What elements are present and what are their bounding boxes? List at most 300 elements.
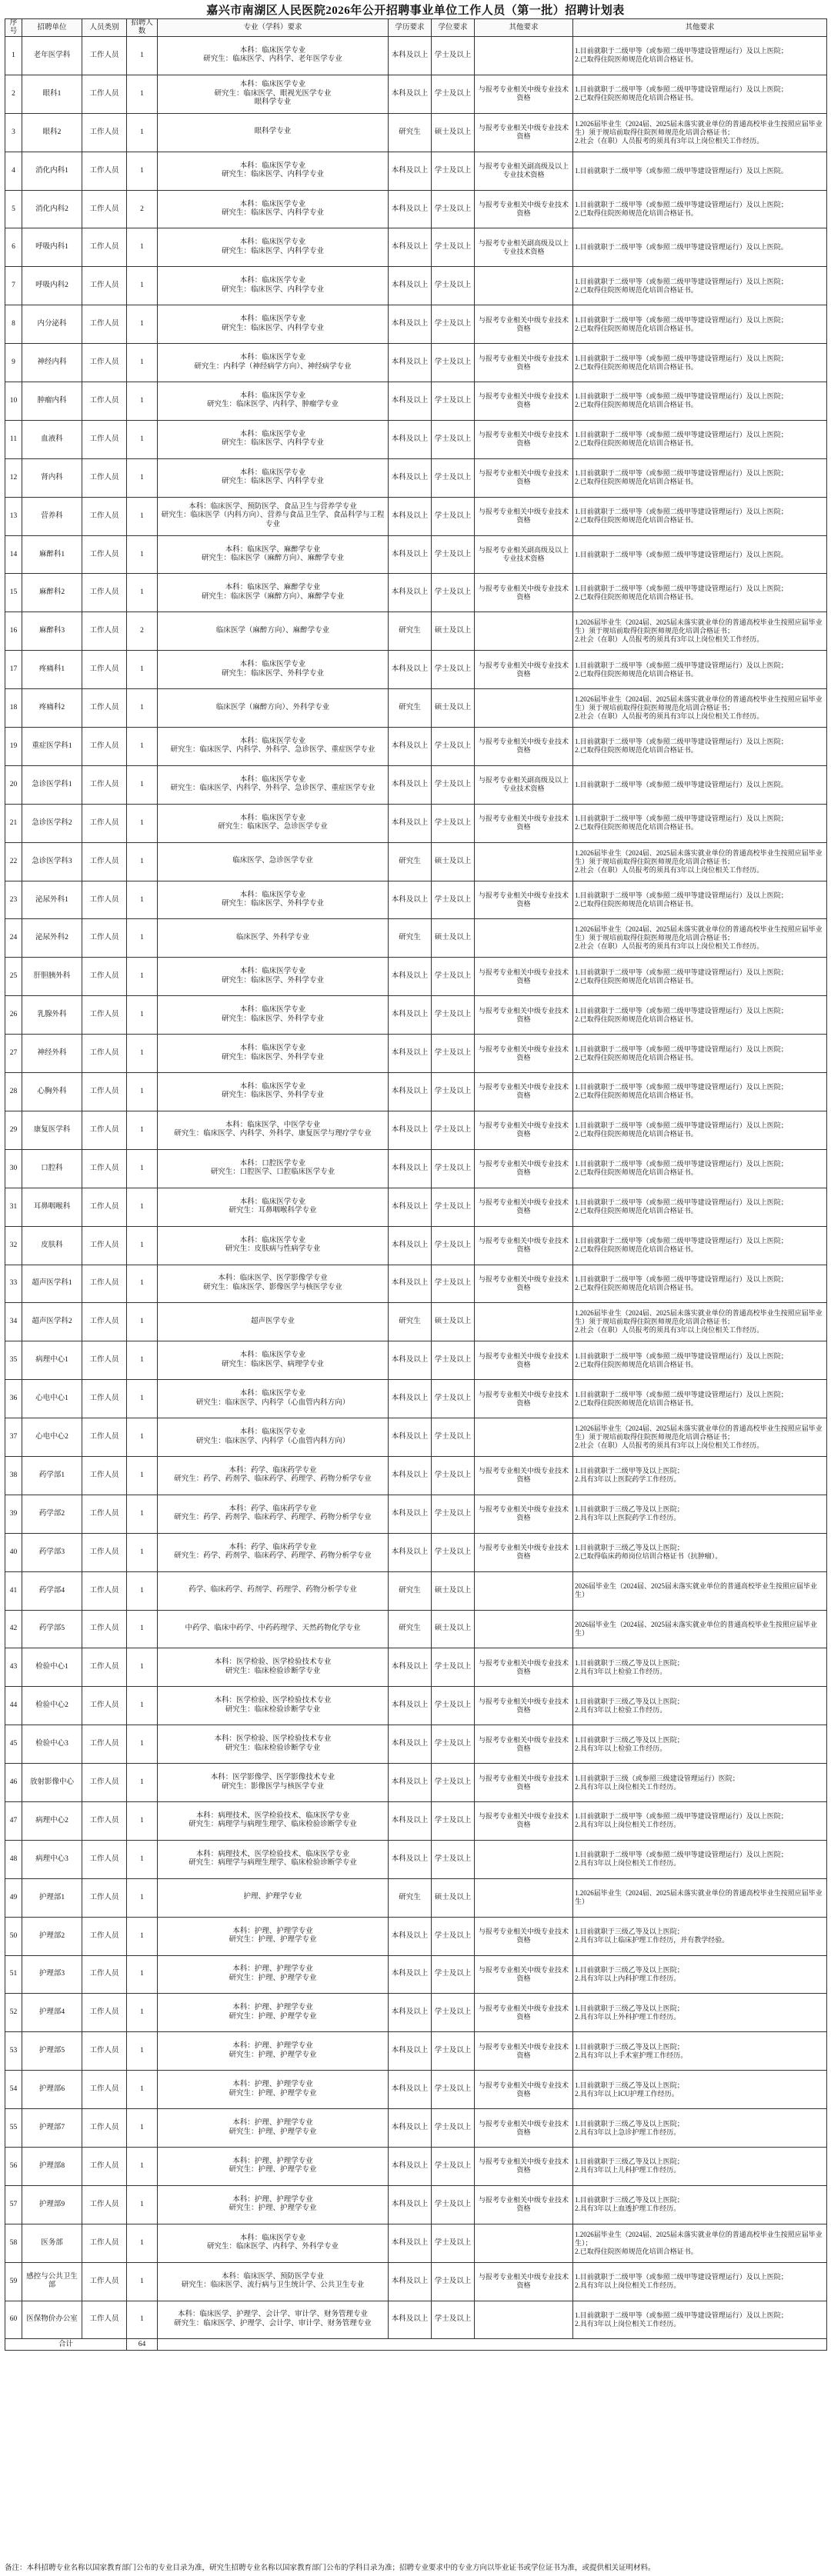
row-category: 工作人员 [82, 1878, 127, 1917]
table-row [5, 190, 827, 228]
row-degree: 学士及以上 [432, 2032, 475, 2071]
row-other: 1.目前就职于二级甲等（或参照二级甲等建设管理运行）及以上医院； 2.已取得住院医师规范化培训合格证书。 [573, 190, 827, 228]
row-other: 1.目前就职于三级乙等及以上医院； 2.具有3年以上手术室护理工作经历。 [573, 2032, 827, 2071]
row-unit: 营养科 [22, 497, 82, 535]
row-degree: 学士及以上 [432, 1955, 475, 1994]
row-degree: 学士及以上 [432, 1418, 475, 1457]
row-count: 1 [127, 996, 158, 1035]
row-index: 57 [5, 2185, 22, 2224]
row-qualification: 与报考专业相关中级专业技术资格 [475, 1725, 573, 1764]
row-other: 1.目前就职于三级乙等及以上医院； 2.具有3年以上内科护理工作经历。 [573, 1955, 827, 1994]
row-other: 1.目前就职于三级乙等及以上医院； 2.具有3年以上临床护理工作经历，并有教学经验。 [573, 1917, 827, 1955]
row-qualification [475, 1418, 573, 1457]
row-unit: 药学部2 [22, 1495, 82, 1533]
row-other: 1.目前就职于二级甲等（或参照二级甲等建设管理运行）及以上医院； 2.已取得住院医师规范化培训合格证书。 [573, 1188, 827, 1226]
row-major: 本科：临床医学专业 研究生：临床医学、内科学专业 [158, 267, 389, 305]
row-unit: 检验中心1 [22, 1648, 82, 1687]
row-category: 工作人员 [82, 651, 127, 689]
row-degree: 学士及以上 [432, 1149, 475, 1188]
row-degree: 学士及以上 [432, 2071, 475, 2109]
row-category: 工作人员 [82, 1571, 127, 1610]
row-qualification: 与报考专业相关中级专业技术资格 [475, 1456, 573, 1495]
table-row [5, 1994, 827, 2032]
row-unit: 呼吸内科1 [22, 228, 82, 267]
header-count: 招聘人数 [127, 19, 158, 37]
row-index: 9 [5, 344, 22, 382]
table-body [5, 37, 827, 2339]
row-other: 1.目前就职于二级甲等（或参照二级甲等建设管理运行）及以上医院； 2.已取得住院医师规范化培训合格证书。 [573, 881, 827, 919]
row-qualification: 与报考专业相关中级专业技术资格 [475, 1917, 573, 1955]
row-major: 本科：临床医学、医学影像学专业 研究生：临床医学、影像医学与核医学专业 [158, 1265, 389, 1303]
row-degree: 学士及以上 [432, 420, 475, 458]
row-index: 18 [5, 689, 22, 728]
row-major: 本科：临床医学专业 研究生：耳鼻咽喉科学专业 [158, 1188, 389, 1226]
table-row [5, 267, 827, 305]
row-index: 39 [5, 1495, 22, 1533]
table-row [5, 2185, 827, 2224]
row-qualification: 与报考专业相关中级专业技术资格 [475, 1687, 573, 1725]
row-category: 工作人员 [82, 420, 127, 458]
row-count: 1 [127, 842, 158, 881]
row-index: 54 [5, 2071, 22, 2109]
row-education: 本科及以上 [389, 1917, 432, 1955]
row-other: 1.目前就职于二级甲等（或参照二级甲等建设管理运行）及以上医院。 [573, 228, 827, 267]
row-count: 1 [127, 1226, 158, 1265]
row-unit: 病理中心3 [22, 1840, 82, 1878]
row-other: 1.目前就职于二级甲等（或参照二级甲等建设管理运行）及以上医院。 [573, 152, 827, 190]
row-count: 2 [127, 190, 158, 228]
row-education: 研究生 [389, 113, 432, 152]
table-row [5, 1801, 827, 1840]
row-other: 2026届毕业生（2024届、2025届未落实就业单位的普通高校毕业生按照应届毕业生） [573, 1610, 827, 1648]
row-index: 7 [5, 267, 22, 305]
row-major: 本科：药学、临床药学专业 研究生：药学、药剂学、临床药学、药理学、药物分析学专业 [158, 1456, 389, 1495]
row-index: 55 [5, 2109, 22, 2148]
row-category: 工作人员 [82, 190, 127, 228]
row-category: 工作人员 [82, 2262, 127, 2301]
row-count: 1 [127, 75, 158, 113]
table-row [5, 612, 827, 651]
row-degree: 学士及以上 [432, 1533, 475, 1571]
row-qualification: 与报考专业相关中级专业技术资格 [475, 574, 573, 612]
table-row [5, 152, 827, 190]
row-major: 本科：临床医学专业 研究生：临床医学、外科学专业 [158, 996, 389, 1035]
row-education: 本科及以上 [389, 190, 432, 228]
row-unit: 感控与公共卫生部 [22, 2262, 82, 2301]
row-unit: 麻醉科1 [22, 535, 82, 574]
row-major: 本科：护理、护理学专业 研究生：护理、护理学专业 [158, 1955, 389, 1994]
row-qualification: 与报考专业相关中级专业技术资格 [475, 1035, 573, 1073]
row-education: 本科及以上 [389, 728, 432, 766]
row-degree: 学士及以上 [432, 37, 475, 75]
row-unit: 麻醉科3 [22, 612, 82, 651]
row-category: 工作人员 [82, 1149, 127, 1188]
row-degree: 学士及以上 [432, 75, 475, 113]
row-index: 26 [5, 996, 22, 1035]
header-education: 学历要求 [389, 19, 432, 37]
row-category: 工作人员 [82, 1073, 127, 1111]
row-category: 工作人员 [82, 996, 127, 1035]
row-count: 1 [127, 958, 158, 996]
row-count: 1 [127, 1610, 158, 1648]
table-row [5, 728, 827, 766]
row-education: 本科及以上 [389, 2032, 432, 2071]
row-qualification: 与报考专业相关中级专业技术资格 [475, 881, 573, 919]
row-degree: 学士及以上 [432, 228, 475, 267]
total-blank [158, 2339, 827, 2351]
row-qualification: 与报考专业相关中级专业技术资格 [475, 728, 573, 766]
row-unit: 内分泌科 [22, 305, 82, 344]
row-qualification: 与报考专业相关中级专业技术资格 [475, 996, 573, 1035]
row-category: 工作人员 [82, 344, 127, 382]
table-row [5, 37, 827, 75]
row-major: 本科：临床医学专业 研究生：临床医学、内科学（心血管内科方向） [158, 1418, 389, 1457]
row-qualification [475, 1878, 573, 1917]
row-other: 1.目前就职于二级甲等（或参照二级甲等建设管理运行）及以上医院； 2.已取得住院医师规范化培训合格证书。 [573, 1073, 827, 1111]
table-row [5, 228, 827, 267]
row-education: 研究生 [389, 1610, 432, 1648]
row-index: 47 [5, 1801, 22, 1840]
row-major: 本科：临床医学专业 研究生：临床医学、外科学专业 [158, 881, 389, 919]
row-category: 工作人员 [82, 1610, 127, 1648]
row-index: 50 [5, 1917, 22, 1955]
row-degree: 硕士及以上 [432, 1878, 475, 1917]
row-major: 本科：医学检验、医学检验技术专业 研究生：临床检验诊断学专业 [158, 1725, 389, 1764]
row-other: 1.目前就职于二级甲等（或参照二级甲等建设管理运行）及以上医院； 2.已取得住院医师规范化培训合格证书。 [573, 958, 827, 996]
row-degree: 学士及以上 [432, 1035, 475, 1073]
row-qualification: 与报考专业相关中级专业技术资格 [475, 1764, 573, 1802]
row-other: 1.目前就职于三级乙等及以上医院； 2.具有3年以上检验工作经历。 [573, 1725, 827, 1764]
row-count: 1 [127, 1725, 158, 1764]
row-index: 37 [5, 1418, 22, 1457]
row-count: 1 [127, 497, 158, 535]
row-education: 研究生 [389, 612, 432, 651]
row-degree: 学士及以上 [432, 382, 475, 421]
row-other: 1.目前就职于三级乙等及以上医院； 2.具有3年以上急诊护理工作经历。 [573, 2109, 827, 2148]
row-education: 研究生 [389, 1571, 432, 1610]
row-count: 1 [127, 305, 158, 344]
table-row [5, 919, 827, 958]
row-major: 超声医学专业 [158, 1303, 389, 1341]
row-degree: 学士及以上 [432, 2109, 475, 2148]
row-unit: 神经内科 [22, 344, 82, 382]
row-index: 53 [5, 2032, 22, 2071]
row-index: 36 [5, 1380, 22, 1418]
row-count: 1 [127, 765, 158, 804]
row-degree: 硕士及以上 [432, 1571, 475, 1610]
row-index: 28 [5, 1073, 22, 1111]
row-education: 本科及以上 [389, 535, 432, 574]
row-category: 工作人员 [82, 382, 127, 421]
row-major: 临床医学、急诊医学专业 [158, 842, 389, 881]
row-unit: 医务部 [22, 2224, 82, 2262]
row-degree: 学士及以上 [432, 958, 475, 996]
row-major: 临床医学、外科学专业 [158, 919, 389, 958]
row-other: 1.目前就职于二级甲等（或参照二级甲等建设管理运行）及以上医院。 [573, 535, 827, 574]
row-index: 59 [5, 2262, 22, 2301]
row-other: 1.目前就职于三级乙等及以上医院； 2.具有3年以上ICU护理工作经历。 [573, 2071, 827, 2109]
row-unit: 药学部3 [22, 1533, 82, 1571]
row-unit: 疼痛科2 [22, 689, 82, 728]
row-count: 1 [127, 1764, 158, 1802]
row-education: 本科及以上 [389, 1955, 432, 1994]
header-index: 序号 [5, 19, 22, 37]
row-category: 工作人员 [82, 958, 127, 996]
row-count: 1 [127, 1648, 158, 1687]
row-count: 1 [127, 420, 158, 458]
row-major: 本科：临床医学专业 研究生：临床医学、内科学专业 [158, 305, 389, 344]
row-category: 工作人员 [82, 2185, 127, 2224]
row-other: 1.目前就职于二级甲等（或参照二级甲等建设管理运行）及以上医院； 2.具有3年以上岗位相关工作经历。 [573, 2262, 827, 2301]
row-major: 本科：临床医学专业 研究生：临床医学、内科学、肿瘤学专业 [158, 382, 389, 421]
row-major: 本科：护理、护理学专业 研究生：护理、护理学专业 [158, 1917, 389, 1955]
row-major: 临床医学（麻醉方向）、麻醉学专业 [158, 612, 389, 651]
row-education: 本科及以上 [389, 1725, 432, 1764]
row-major: 本科：护理、护理学专业 研究生：护理、护理学专业 [158, 1994, 389, 2032]
row-index: 35 [5, 1341, 22, 1380]
row-qualification [475, 267, 573, 305]
row-education: 本科及以上 [389, 1840, 432, 1878]
row-category: 工作人员 [82, 305, 127, 344]
row-other: 1.2026届毕业生（2024届、2025届未落实就业单位的普通高校毕业生按照应届毕业生）须于规培前取得住院医师规范化培训合格证书； 2.社会（在职）人员报考的须具有3年以上岗位相关工作经历。 [573, 612, 827, 651]
row-category: 工作人员 [82, 919, 127, 958]
row-major: 本科：临床医学专业 研究生：临床医学、内科学、外科学、急诊医学、重症医学专业 [158, 765, 389, 804]
row-qualification [475, 1303, 573, 1341]
row-qualification: 与报考专业相关中级专业技术资格 [475, 2071, 573, 2109]
row-other: 1.目前就职于二级甲等（或参照二级甲等建设管理运行）及以上医院； 2.已取得住院医师规范化培训合格证书。 [573, 497, 827, 535]
row-unit: 康复医学科 [22, 1111, 82, 1149]
table-row [5, 2109, 827, 2148]
row-index: 33 [5, 1265, 22, 1303]
row-major: 本科：临床医学专业 研究生：临床医学、病理学专业 [158, 1341, 389, 1380]
row-count: 1 [127, 919, 158, 958]
row-major: 本科：医学检验、医学检验技术专业 研究生：临床检验诊断学专业 [158, 1648, 389, 1687]
row-category: 工作人员 [82, 152, 127, 190]
row-degree: 学士及以上 [432, 1226, 475, 1265]
row-count: 1 [127, 2224, 158, 2262]
row-major: 本科：临床医学、麻醉学专业 研究生：临床医学（麻醉方向）、麻醉学专业 [158, 574, 389, 612]
row-index: 43 [5, 1648, 22, 1687]
table-row [5, 1456, 827, 1495]
row-education: 本科及以上 [389, 1380, 432, 1418]
row-index: 1 [5, 37, 22, 75]
row-education: 本科及以上 [389, 382, 432, 421]
row-education: 研究生 [389, 689, 432, 728]
row-other: 1.目前就职于二级甲等（或参照二级甲等建设管理运行）及以上医院； 2.已取得住院医师规范化培训合格证书。 [573, 728, 827, 766]
row-unit: 血液科 [22, 420, 82, 458]
row-count: 1 [127, 535, 158, 574]
row-qualification [475, 919, 573, 958]
row-unit: 眼科1 [22, 75, 82, 113]
row-qualification: 与报考专业相关副高级及以上专业技术资格 [475, 765, 573, 804]
row-index: 32 [5, 1226, 22, 1265]
row-degree: 学士及以上 [432, 2301, 475, 2339]
row-major: 本科：临床医学、预防医学、食品卫生与营养学专业 研究生：临床医学（内科方向）、营养与食品卫生学、食品科学与工程专业 [158, 497, 389, 535]
row-degree: 硕士及以上 [432, 842, 475, 881]
row-qualification: 与报考专业相关副高级及以上专业技术资格 [475, 535, 573, 574]
row-education: 本科及以上 [389, 958, 432, 996]
row-category: 工作人员 [82, 1917, 127, 1955]
row-degree: 学士及以上 [432, 574, 475, 612]
row-major: 本科：临床医学专业 研究生：内科学（神经病学方向）、神经病学专业 [158, 344, 389, 382]
row-qualification: 与报考专业相关中级专业技术资格 [475, 2185, 573, 2224]
row-qualification: 与报考专业相关中级专业技术资格 [475, 1188, 573, 1226]
row-index: 23 [5, 881, 22, 919]
row-degree: 学士及以上 [432, 1380, 475, 1418]
header-degree: 学位要求 [432, 19, 475, 37]
row-education: 本科及以上 [389, 1764, 432, 1802]
table-row [5, 1035, 827, 1073]
header-qualification: 其他要求 [475, 19, 573, 37]
row-degree: 学士及以上 [432, 2262, 475, 2301]
row-category: 工作人员 [82, 113, 127, 152]
row-count: 1 [127, 1456, 158, 1495]
row-education: 本科及以上 [389, 2109, 432, 2148]
row-unit: 超声医学科2 [22, 1303, 82, 1341]
row-index: 24 [5, 919, 22, 958]
row-education: 本科及以上 [389, 1149, 432, 1188]
row-other: 1.目前就职于二级甲等（或参照二级甲等建设管理运行）及以上医院； 2.已取得住院医师规范化培训合格证书。 [573, 651, 827, 689]
row-education: 本科及以上 [389, 2301, 432, 2339]
row-degree: 学士及以上 [432, 804, 475, 842]
total-row [5, 2339, 827, 2351]
row-qualification [475, 689, 573, 728]
row-unit: 心电中心1 [22, 1380, 82, 1418]
row-index: 5 [5, 190, 22, 228]
row-unit: 护理部2 [22, 1917, 82, 1955]
row-other: 1.2026届毕业生（2024届、2025届未落实就业单位的普通高校毕业生按照应届毕业生） [573, 1878, 827, 1917]
row-index: 49 [5, 1878, 22, 1917]
row-major: 本科：临床医学、护理学、会计学、审计学、财务管理专业 研究生：临床医学、护理学、会计学、审计学、财务管理专业 [158, 2301, 389, 2339]
row-index: 2 [5, 75, 22, 113]
row-unit: 神经外科 [22, 1035, 82, 1073]
row-degree: 学士及以上 [432, 1341, 475, 1380]
row-other: 1.目前就职于三级乙等及以上医院； 2.具有3年以上医院药学工作经历。 [573, 1495, 827, 1533]
row-count: 1 [127, 1878, 158, 1917]
table-row [5, 2071, 827, 2109]
row-degree: 学士及以上 [432, 1764, 475, 1802]
table-row [5, 1226, 827, 1265]
row-degree: 硕士及以上 [432, 1610, 475, 1648]
row-count: 1 [127, 1265, 158, 1303]
row-major: 本科：口腔医学专业 研究生：口腔医学、口腔临床医学专业 [158, 1149, 389, 1188]
row-count: 1 [127, 651, 158, 689]
row-unit: 泌尿外科1 [22, 881, 82, 919]
table-row [5, 1188, 827, 1226]
row-category: 工作人员 [82, 2147, 127, 2185]
row-other: 1.目前就职于三级乙等及以上医院； 2.具有3年以上检验工作经历。 [573, 1687, 827, 1725]
row-count: 1 [127, 1955, 158, 1994]
row-index: 46 [5, 1764, 22, 1802]
row-category: 工作人员 [82, 1533, 127, 1571]
row-unit: 口腔科 [22, 1149, 82, 1188]
row-degree: 学士及以上 [432, 2185, 475, 2224]
row-category: 工作人员 [82, 1111, 127, 1149]
row-category: 工作人员 [82, 2301, 127, 2339]
row-education: 研究生 [389, 1878, 432, 1917]
row-education: 本科及以上 [389, 1687, 432, 1725]
row-qualification: 与报考专业相关中级专业技术资格 [475, 1994, 573, 2032]
row-unit: 疼痛科1 [22, 651, 82, 689]
row-degree: 学士及以上 [432, 1265, 475, 1303]
row-index: 48 [5, 1840, 22, 1878]
row-qualification: 与报考专业相关中级专业技术资格 [475, 458, 573, 497]
row-major: 临床医学（麻醉方向）、外科学专业 [158, 689, 389, 728]
row-degree: 学士及以上 [432, 152, 475, 190]
row-qualification: 与报考专业相关中级专业技术资格 [475, 75, 573, 113]
row-other: 1.目前就职于二级甲等（或参照二级甲等建设管理运行）及以上医院； 2.已取得住院医师规范化培训合格证书。 [573, 382, 827, 421]
row-degree: 学士及以上 [432, 1840, 475, 1878]
row-category: 工作人员 [82, 75, 127, 113]
row-degree: 硕士及以上 [432, 689, 475, 728]
row-other: 1.目前就职于二级甲等（或参照二级甲等建设管理运行）及以上医院； 2.已取得住院医师规范化培训合格证书。 [573, 75, 827, 113]
row-education: 本科及以上 [389, 1226, 432, 1265]
row-other: 1.目前就职于二级甲等（或参照二级甲等建设管理运行）及以上医院； 2.已取得住院医师规范化培训合格证书。 [573, 804, 827, 842]
row-other: 1.目前就职于三级乙等及以上医院； 2.已取得临床药师岗位培训合格证书（抗肿瘤）。 [573, 1533, 827, 1571]
table-row [5, 1725, 827, 1764]
row-category: 工作人员 [82, 2071, 127, 2109]
row-education: 本科及以上 [389, 1111, 432, 1149]
row-major: 本科：临床医学专业 研究生：临床医学、内科学（心血管内科方向） [158, 1380, 389, 1418]
row-major: 本科：临床医学专业 研究生：临床医学、内科学、老年医学专业 [158, 37, 389, 75]
row-unit: 急诊医学科3 [22, 842, 82, 881]
table-row [5, 458, 827, 497]
table-row [5, 2262, 827, 2301]
row-major: 本科：临床医学专业 研究生：临床医学、外科学专业 [158, 1073, 389, 1111]
row-unit: 病理中心2 [22, 1801, 82, 1840]
row-count: 1 [127, 2301, 158, 2339]
row-education: 本科及以上 [389, 574, 432, 612]
row-qualification [475, 1571, 573, 1610]
table-row [5, 1687, 827, 1725]
table-header-row [5, 19, 827, 37]
table-row [5, 75, 827, 113]
row-count: 1 [127, 1994, 158, 2032]
row-other: 1.目前就职于三级乙等及以上医院； 2.具有3年以上血透护理工作经历。 [573, 2185, 827, 2224]
row-major: 本科：临床医学专业 研究生：临床医学、急诊医学专业 [158, 804, 389, 842]
row-education: 本科及以上 [389, 420, 432, 458]
row-other: 1.目前就职于二级甲等（或参照二级甲等建设管理运行）及以上医院； 2.已取得住院医师规范化培训合格证书。 [573, 1149, 827, 1188]
row-unit: 护理部6 [22, 2071, 82, 2109]
table-row [5, 881, 827, 919]
row-index: 11 [5, 420, 22, 458]
row-unit: 护理部5 [22, 2032, 82, 2071]
row-degree: 学士及以上 [432, 344, 475, 382]
row-other: 1.目前就职于二级甲等（或参照二级甲等建设管理运行）及以上医院； 2.已取得住院医师规范化培训合格证书。 [573, 305, 827, 344]
row-category: 工作人员 [82, 1495, 127, 1533]
row-count: 1 [127, 1149, 158, 1188]
row-unit: 护理部9 [22, 2185, 82, 2224]
row-index: 19 [5, 728, 22, 766]
row-index: 14 [5, 535, 22, 574]
row-degree: 学士及以上 [432, 1687, 475, 1725]
row-category: 工作人员 [82, 881, 127, 919]
table-row [5, 1149, 827, 1188]
row-major: 本科：临床医学专业 研究生：临床医学、外科学专业 [158, 958, 389, 996]
row-category: 工作人员 [82, 728, 127, 766]
row-major: 本科：护理、护理学专业 研究生：护理、护理学专业 [158, 2109, 389, 2148]
row-category: 工作人员 [82, 765, 127, 804]
row-other: 1.目前就职于二级甲等（或参照二级甲等建设管理运行）及以上医院； 2.已取得住院医师规范化培训合格证书。 [573, 1265, 827, 1303]
row-category: 工作人员 [82, 1341, 127, 1380]
row-index: 22 [5, 842, 22, 881]
row-category: 工作人员 [82, 1687, 127, 1725]
row-education: 本科及以上 [389, 1801, 432, 1840]
row-major: 本科：病理技术、医学检验技术、临床医学专业 研究生：病理学与病理生理学、临床检验诊断学专业 [158, 1840, 389, 1878]
row-count: 1 [127, 2147, 158, 2185]
row-unit: 护理部7 [22, 2109, 82, 2148]
row-other: 1.目前就职于三级乙等及以上医院； 2.具有3年以上检验工作经历。 [573, 1648, 827, 1687]
